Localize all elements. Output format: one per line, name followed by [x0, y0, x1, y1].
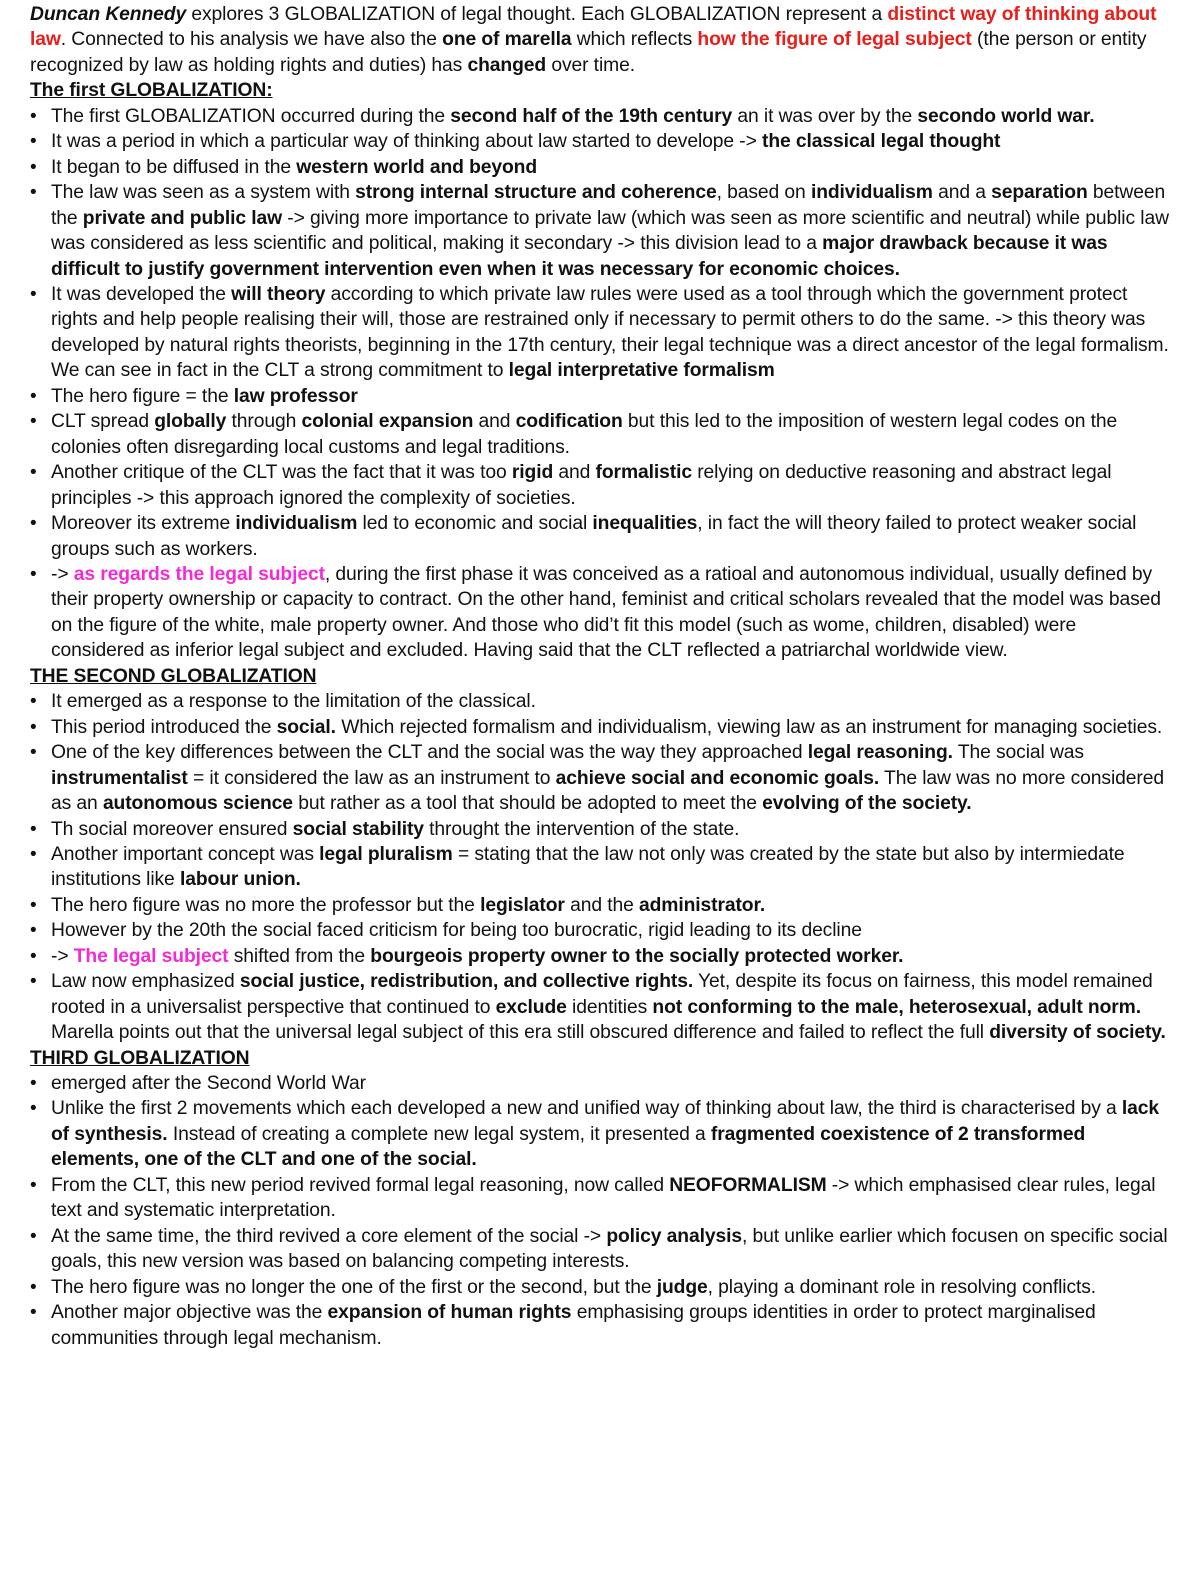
- emphasis-text: as regards the legal subject: [73, 563, 325, 585]
- bullet-item: [30, 969, 1172, 1045]
- text-run: Yet, despite its focus on fairness, this model remained rooted in a universalist perspective that continued to: [51, 971, 1153, 1018]
- text-run: It was developed the: [51, 283, 232, 305]
- text-run: The social was: [952, 742, 1084, 764]
- emphasis-text: distinct way of thinking about law: [30, 4, 1157, 51]
- bullet-item: [30, 460, 1172, 511]
- text-run: -> which emphasised clear rules, legal text and systematic interpretation.: [51, 1174, 1156, 1222]
- text-run: , in fact the will theory failed to protect weaker social groups such as workers.: [51, 513, 1137, 560]
- text-run: but rather as a tool that should be adopted to meet the: [292, 793, 763, 815]
- text-run: which reflects: [571, 29, 698, 51]
- bullet-icon: •: [30, 920, 37, 942]
- text-run: One of the key differences between the CLT and the social was the way they approached: [51, 742, 808, 764]
- text-run: an it was over by the: [732, 105, 918, 127]
- bullet-icon: •: [30, 131, 37, 153]
- text-run: and a: [932, 182, 992, 204]
- emphasis-text: administrator.: [638, 894, 766, 916]
- bullet-icon: •: [30, 971, 37, 993]
- emphasis-text: legislator: [480, 894, 565, 916]
- text-run: = stating that the law not only was created by the state but also by intermiedate institutions like: [51, 843, 1125, 891]
- text-run: However by the 20th the social faced criticism for being too burocratic, rigid leading to its decline: [51, 920, 862, 942]
- bullet-item: [30, 1300, 1172, 1351]
- bullet-list-second-globalization: [30, 689, 1172, 1045]
- bullet-item: [30, 689, 1172, 714]
- emphasis-text: legal pluralism: [319, 843, 453, 865]
- text-run: and: [473, 411, 516, 433]
- bullet-item: [30, 944, 1172, 969]
- text-run: The law was no more considered as an: [51, 767, 1164, 815]
- emphasis-text: strong internal structure and coherence: [355, 182, 717, 204]
- emphasis-text: social stability: [292, 818, 424, 840]
- text-run: Th social moreover ensured: [51, 818, 293, 840]
- emphasis-text: exclude: [495, 996, 567, 1018]
- text-run: emerged after the Second World War: [51, 1073, 366, 1095]
- text-run: through: [226, 411, 302, 433]
- emphasis-text: expansion of human rights: [327, 1302, 572, 1324]
- section-heading-second-globalization: THE SECOND GLOBALIZATION: [30, 665, 317, 687]
- text-run: Law now emphasized: [51, 971, 240, 993]
- text-run: and: [553, 462, 596, 484]
- emphasis-text: formalistic: [595, 462, 692, 484]
- bullet-icon: •: [30, 283, 37, 305]
- emphasis-text: individualism: [235, 513, 358, 535]
- bullet-icon: •: [30, 945, 37, 967]
- emphasis-text: inequalities: [592, 513, 698, 535]
- bullet-item: [30, 104, 1172, 129]
- emphasis-text: western world and beyond: [296, 156, 538, 178]
- text-run: led to economic and social: [357, 513, 593, 535]
- text-run: Moreover its extreme: [51, 513, 236, 535]
- emphasis-text: rigid: [511, 462, 554, 484]
- bullet-item: [30, 740, 1172, 816]
- text-run: Which rejected formalism and individualism, viewing law as an instrument for managing societies.: [335, 716, 1163, 738]
- emphasis-text: law professor: [233, 385, 358, 407]
- text-run: Another major objective was the: [51, 1302, 328, 1324]
- emphasis-text: globally: [154, 411, 227, 433]
- bullet-item: [30, 842, 1172, 893]
- emphasis-text: second half of the 19th century: [450, 105, 733, 127]
- emphasis-text: judge: [656, 1276, 708, 1298]
- intro-paragraph: [30, 2, 1172, 78]
- text-run: CLT spread: [51, 411, 155, 433]
- text-run: The hero figure was no longer the one of the first or the second, but the: [51, 1276, 657, 1298]
- emphasis-text: labour union.: [179, 869, 301, 891]
- section-heading-first-globalization: The first GLOBALIZATION:: [30, 80, 273, 102]
- emphasis-text: The legal subject: [73, 945, 229, 967]
- text-run: ->: [51, 945, 74, 967]
- emphasis-text: NEOFORMALISM: [669, 1174, 827, 1196]
- bullet-icon: •: [30, 1174, 37, 1196]
- text-run: shifted from the: [228, 945, 371, 967]
- bullet-item: [30, 918, 1172, 943]
- bullet-icon: •: [30, 1276, 37, 1298]
- bullet-item: [30, 155, 1172, 180]
- emphasis-text: social.: [276, 716, 336, 738]
- emphasis-text: major drawback because it was difficult to justify government intervention even when it was necessary for economic choices.: [51, 233, 1108, 280]
- bullet-item: [30, 715, 1172, 740]
- bullet-item: [30, 893, 1172, 918]
- text-run: but this led to the imposition of western legal codes on the colonies often disregarding local customs and legal traditions.: [51, 411, 1118, 458]
- bullet-icon: •: [30, 182, 37, 204]
- emphasis-text: autonomous science: [102, 793, 293, 815]
- bullet-icon: •: [30, 1302, 37, 1324]
- bullet-icon: •: [30, 385, 37, 407]
- emphasis-text: legal reasoning.: [807, 742, 953, 764]
- bullet-item: [30, 817, 1172, 842]
- text-run: From the CLT, this new period revived formal legal reasoning, now called: [51, 1174, 670, 1196]
- text-run: ->: [51, 563, 74, 585]
- text-run: Instead of creating a complete new legal system, it presented a: [167, 1123, 711, 1145]
- emphasis-text: one of marella: [442, 29, 572, 51]
- bullet-item: [30, 1071, 1172, 1096]
- bullet-item: [30, 282, 1172, 384]
- text-run: The law was seen as a system with: [51, 182, 356, 204]
- emphasis-text: fragmented coexistence of 2 transformed elements, one of the CLT and one of the social.: [51, 1123, 1086, 1171]
- emphasis-text: instrumentalist: [51, 767, 188, 789]
- emphasis-text: social justice, redistribution, and collective rights.: [239, 971, 694, 993]
- bullet-icon: •: [30, 1098, 37, 1120]
- emphasis-text: separation: [991, 182, 1088, 204]
- text-run: throught the intervention of the state.: [423, 818, 740, 840]
- bullet-item: [30, 180, 1172, 282]
- text-run: Another critique of the CLT was the fact that it was too: [51, 462, 512, 484]
- bullet-icon: •: [30, 411, 37, 433]
- emphasis-text: diversity of society.: [989, 1022, 1166, 1044]
- bullet-list-third-globalization: [30, 1071, 1172, 1351]
- text-run: It was a period in which a particular way of thinking about law started to develope ->: [51, 131, 762, 153]
- bullet-item: [30, 409, 1172, 460]
- text-run: identities: [566, 996, 653, 1018]
- emphasis-text: not conforming to the male, heterosexual, adult norm.: [652, 996, 1141, 1018]
- emphasis-text: the classical legal thought: [762, 131, 1001, 153]
- text-run: The hero figure was no more the professor but the: [51, 894, 481, 916]
- bullet-item: [30, 562, 1172, 664]
- emphasis-text: legal interpretative formalism: [508, 360, 775, 382]
- text-run: At the same time, the third revived a core element of the social ->: [51, 1225, 607, 1247]
- text-run: -> giving more importance to private law (which was seen as more scientific and neutral) while public law was considered as less scientific and political, making it secondary -> this division lead to a: [51, 207, 1169, 255]
- bullet-icon: •: [30, 818, 37, 840]
- text-run: explores 3 GLOBALIZATION of legal thought. Each GLOBALIZATION represent a: [186, 4, 888, 25]
- text-run: . Connected to his analysis we have also the: [60, 29, 443, 51]
- bullet-item: [30, 1275, 1172, 1300]
- emphasis-text: private and public law: [82, 207, 282, 229]
- text-run: The hero figure = the: [51, 385, 234, 407]
- emphasis-text: Duncan Kennedy: [30, 4, 187, 25]
- text-run: emphasising groups identities in order to protect marginalised communities through legal mechanism.: [51, 1302, 1096, 1349]
- text-run: Unlike the first 2 movements which each developed a new and unified way of thinking about law, the third is characterised by a: [51, 1098, 1122, 1120]
- emphasis-text: bourgeois property owner to the socially protected worker.: [370, 945, 904, 967]
- bullet-icon: •: [30, 105, 37, 127]
- text-run: relying on deductive reasoning and abstract legal principles -> this approach ignored the complexity of societies.: [51, 462, 1112, 509]
- emphasis-text: colonial expansion: [301, 411, 474, 433]
- bullet-icon: •: [30, 894, 37, 916]
- document-page: [30, 2, 1172, 1351]
- text-run: (the person or entity recognized by law as holding rights and duties) has: [30, 29, 1147, 76]
- text-run: Marella points out that the universal legal subject of this era still obscured difference and failed to reflect the full: [51, 1022, 990, 1044]
- text-run: Another important concept was: [51, 843, 320, 865]
- text-run: = it considered the law as an instrument to: [187, 767, 556, 789]
- bullet-item: [30, 1224, 1172, 1275]
- bullet-icon: •: [30, 563, 37, 585]
- emphasis-text: codification: [515, 411, 623, 433]
- bullet-icon: •: [30, 843, 37, 865]
- bullet-icon: •: [30, 156, 37, 178]
- text-run: , based on: [716, 182, 811, 204]
- emphasis-text: changed: [467, 54, 547, 76]
- text-run: It emerged as a response to the limitation of the classical.: [51, 691, 536, 713]
- text-run: , during the first phase it was conceived as a ratioal and autonomous individual, usually defined by their property ownership or capacity to contract. On the other hand, feminist and critical scholars revealed that the model was based on the figure of the white, male property owner. And those who did’t fit this model (such as wome, children, disabled) were considered as inferior legal subject and excluded. Having said that the CLT reflected a patriarchal worldwide view.: [51, 563, 1161, 662]
- bullet-item: [30, 384, 1172, 409]
- bullet-icon: •: [30, 1225, 37, 1247]
- text-run: , but unlike earlier which focusen on specific social goals, this new version was based on balancing competing interests.: [51, 1225, 1168, 1273]
- emphasis-text: achieve social and economic goals.: [555, 767, 880, 789]
- text-run: and the: [564, 894, 639, 916]
- bullet-item: [30, 129, 1172, 154]
- section-heading-third-globalization: THIRD GLOBALIZATION: [30, 1047, 250, 1069]
- text-run: , playing a dominant role in resolving conflicts.: [707, 1276, 1097, 1298]
- text-run: The first GLOBALIZATION occurred during the: [51, 105, 451, 127]
- emphasis-text: how the figure of legal subject: [697, 29, 972, 51]
- text-run: according to which private law rules were used as a tool through which the government protect rights and help people realising their will, those are restrained only if necessary to permit others to do the same. -> this theory was developed by natural rights theorists, beginning in the 17th century, their legal technique was a direct ancestor of the legal formalism. We can see in fact in the CLT a strong commitment to: [51, 283, 1169, 382]
- bullet-item: [30, 511, 1172, 562]
- bullet-icon: •: [30, 513, 37, 535]
- bullet-item: [30, 1096, 1172, 1172]
- emphasis-text: individualism: [810, 182, 933, 204]
- emphasis-text: will theory: [231, 283, 326, 305]
- bullet-icon: •: [30, 691, 37, 713]
- bullet-icon: •: [30, 462, 37, 484]
- emphasis-text: lack of synthesis.: [51, 1098, 1160, 1145]
- bullet-icon: •: [30, 742, 37, 764]
- text-run: over time.: [546, 54, 635, 76]
- text-run: It began to be diffused in the: [51, 156, 297, 178]
- text-run: between the: [51, 182, 1166, 229]
- bullet-item: [30, 1173, 1172, 1224]
- emphasis-text: evolving of the society.: [762, 793, 972, 815]
- emphasis-text: policy analysis: [606, 1225, 742, 1247]
- text-run: This period introduced the: [51, 716, 277, 738]
- bullet-list-first-globalization: [30, 104, 1172, 664]
- bullet-icon: •: [30, 716, 37, 738]
- emphasis-text: secondo world war.: [917, 105, 1095, 127]
- bullet-icon: •: [30, 1073, 37, 1095]
